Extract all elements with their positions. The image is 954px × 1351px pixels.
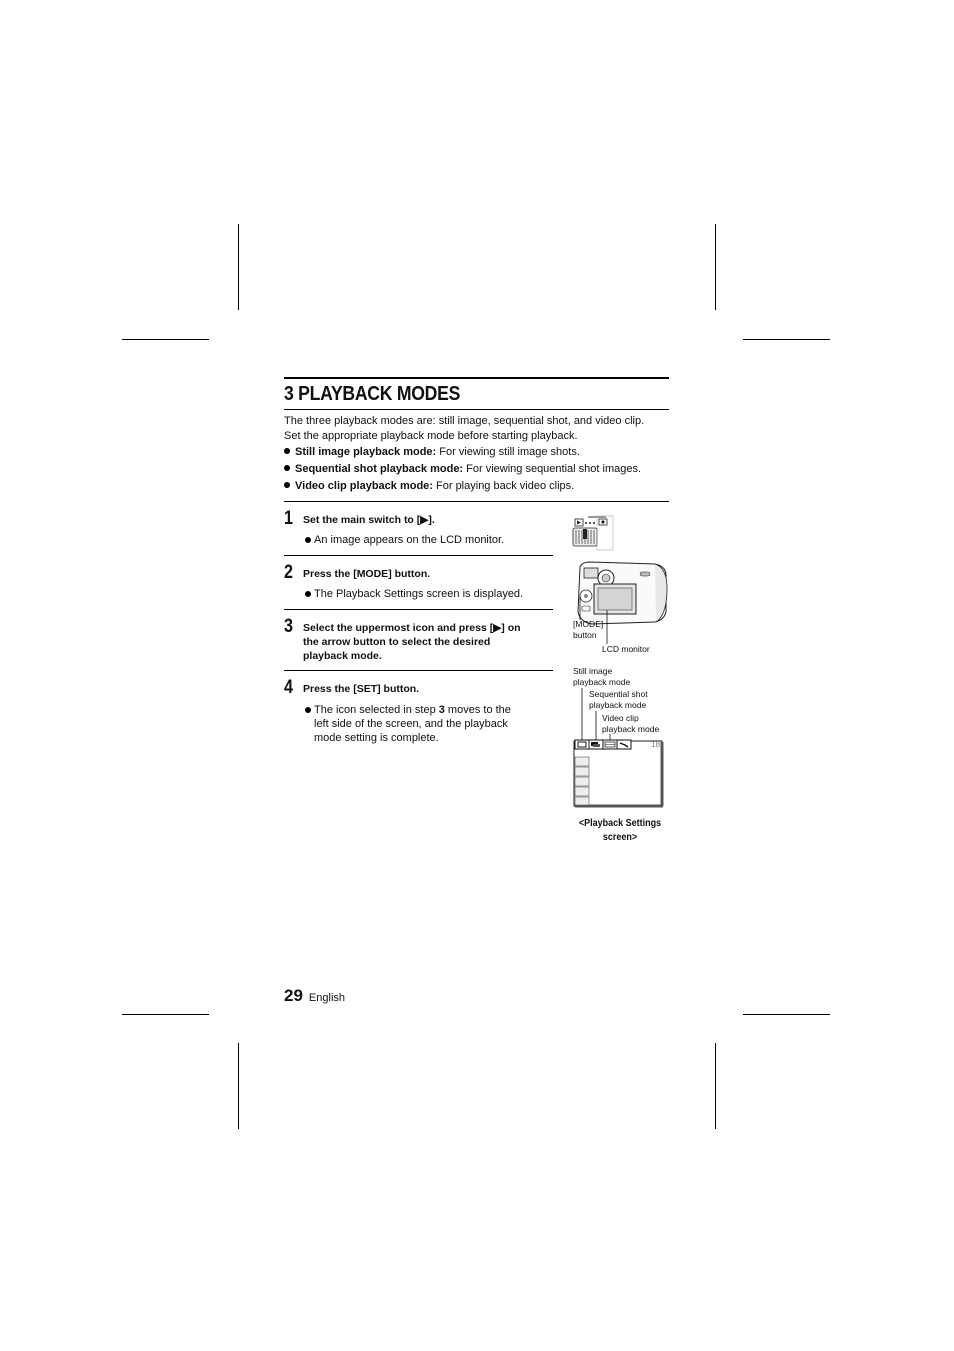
bullet-icon — [284, 448, 290, 454]
step-instruction: Set the main switch to [▶]. — [303, 514, 435, 526]
screen-mode-icons — [575, 740, 631, 749]
title-rule — [284, 377, 669, 379]
caption-line: screen> — [602, 832, 638, 843]
intro-line: Set the appropriate playback mode before starting playback. — [284, 430, 578, 442]
video-clip-mode-label — [602, 713, 659, 735]
screen-caption — [575, 817, 665, 845]
step-note — [305, 533, 537, 547]
intro-line: The three playback modes are: still image, sequential shot, and video clip. — [284, 415, 645, 427]
label-line: Still image — [573, 666, 613, 676]
step-number: 3 — [284, 616, 293, 637]
step-instruction: Select the uppermost icon and press [▶] on the arrow button to select the desired playback mode. — [303, 622, 521, 662]
step-note — [305, 703, 527, 745]
mode-list — [284, 444, 669, 495]
label-line: button — [573, 630, 597, 640]
sequential-mode-label — [589, 689, 648, 711]
camera-body-icon — [578, 562, 667, 624]
bullet-icon — [284, 465, 290, 471]
step-rule — [284, 555, 553, 556]
label-line: Video clip — [602, 713, 639, 723]
step-rule — [284, 670, 553, 671]
bullet-icon — [284, 482, 290, 488]
page-footer — [284, 986, 345, 1006]
label-line: playback mode — [602, 724, 660, 734]
illustration-panel — [570, 512, 680, 852]
camera-and-screen-illustration — [570, 512, 680, 812]
label-line: Sequential shot — [589, 689, 648, 699]
step-note — [305, 587, 537, 601]
screen-counter: 18 — [651, 740, 660, 749]
step-number: 2 — [284, 562, 293, 583]
step-note-text: An image appears on the LCD monitor. — [314, 534, 505, 546]
caption-line: <Playback Settings — [578, 818, 662, 829]
label-line: playback mode — [589, 700, 647, 710]
playback-settings-screen — [574, 740, 663, 806]
language-label: English — [308, 992, 345, 1004]
crop-mark — [715, 224, 716, 310]
main-switch-icon — [573, 516, 613, 550]
step-instruction: Press the [SET] button. — [303, 683, 420, 695]
label-line: playback mode — [573, 677, 631, 687]
mode-item-video — [284, 478, 669, 495]
crop-mark — [743, 1014, 830, 1015]
screen-side-icons — [575, 757, 589, 805]
title-rule — [284, 409, 669, 410]
crop-mark — [743, 339, 830, 340]
mode-item-sequential — [284, 461, 669, 478]
still-image-mode-label — [573, 666, 630, 688]
mode-name: Still image playback mode: — [295, 446, 437, 458]
crop-mark — [238, 1043, 239, 1129]
step-instruction: Press the [MODE] button. — [303, 568, 431, 580]
step-note-text — [314, 703, 527, 745]
crop-mark — [715, 1043, 716, 1129]
mode-button-label — [573, 619, 603, 641]
note-step-ref: 3 — [438, 704, 445, 716]
bullet-icon — [305, 707, 311, 713]
intro-paragraph — [284, 414, 669, 444]
note-part: moves to the left side of the screen, and the playback mode setting is complete. — [314, 704, 511, 744]
mode-desc: For viewing still image shots. — [436, 446, 580, 458]
step-note-text: The Playback Settings screen is displayed. — [314, 588, 524, 600]
bullet-icon — [305, 537, 311, 543]
mode-item-still — [284, 444, 669, 461]
page-title: 3 PLAYBACK MODES — [284, 383, 461, 405]
lcd-monitor-label: LCD monitor — [602, 644, 650, 654]
step-number: 4 — [284, 677, 293, 698]
label-line: [MODE] — [573, 619, 604, 629]
crop-mark — [122, 1014, 209, 1015]
mode-desc: For viewing sequential shot images. — [463, 463, 642, 475]
mode-name: Video clip playback mode: — [295, 480, 433, 492]
page-number: 29 — [284, 986, 303, 1005]
crop-mark — [238, 224, 239, 310]
step-rule — [284, 609, 553, 610]
step-number: 1 — [284, 508, 293, 529]
mode-name: Sequential shot playback mode: — [295, 463, 464, 475]
section-rule — [284, 501, 669, 502]
bullet-icon — [305, 591, 311, 597]
crop-mark — [122, 339, 209, 340]
mode-desc: For playing back video clips. — [432, 480, 575, 492]
note-part: The icon selected in step — [314, 704, 439, 716]
